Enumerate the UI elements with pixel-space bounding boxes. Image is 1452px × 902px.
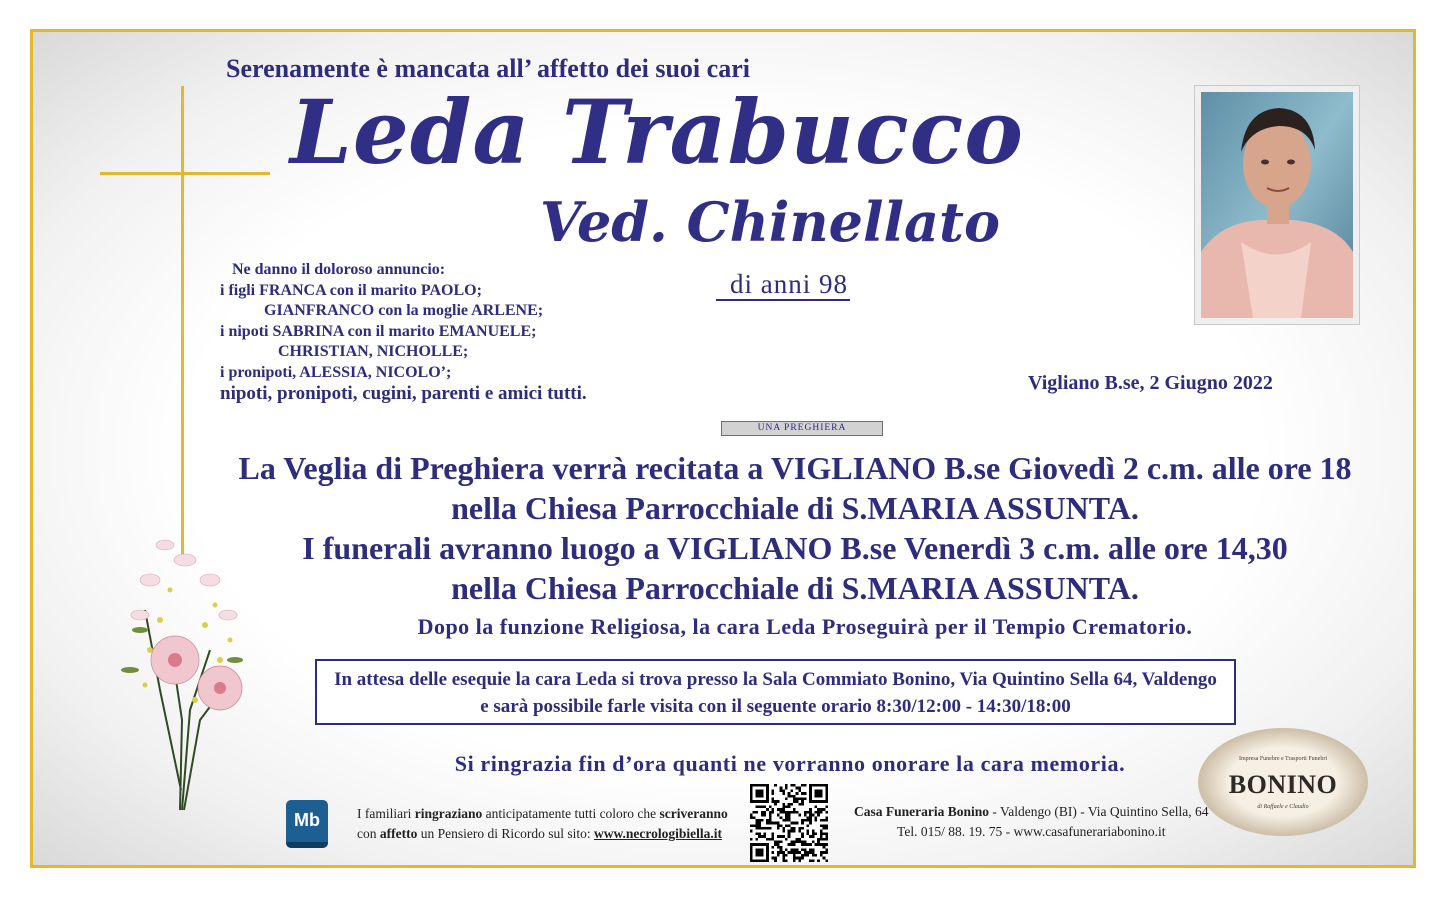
site-text: scriveranno: [659, 806, 728, 821]
service-line: nella Chiesa Parrocchiale di S.MARIA ASSUNTA.: [451, 490, 1139, 526]
cremation-note: Dopo la funzione Religiosa, la cara Leda Proseguirà per il Tempio Crematorio.: [417, 614, 1193, 639]
bonino-subtitle: Impresa Funebre e Trasporti Funebri: [1239, 756, 1327, 762]
site-message: [357, 804, 728, 844]
bonino-logo-text: BONINO: [1228, 770, 1338, 799]
portrait-photo: [1194, 85, 1360, 325]
site-text: I familiari: [357, 806, 415, 821]
visiting-notice: [315, 659, 1236, 725]
site-text: affetto: [379, 826, 418, 841]
qr-code-icon[interactable]: [750, 784, 828, 862]
funeral-home-name: Casa Funeraria Bonino: [854, 804, 990, 819]
site-text: anticipatamente tutti coloro che: [482, 806, 660, 821]
mourners-line: CHRISTIAN, NICHOLLE;: [278, 343, 469, 360]
funeral-home-address: - Valdengo (BI) - Via Quintino Sella, 64: [989, 804, 1209, 819]
mourners-line: i figli FRANCA con il marito PAOLO;: [220, 281, 482, 299]
widow-of: Ved. Chinellato: [540, 190, 1001, 254]
funeral-home-info: [854, 802, 1209, 842]
deceased-name: Leda Trabucco: [290, 80, 1024, 184]
notice-line: e sarà possibile farle visita con il seguente orario 8:30/12:00 - 14:30/18:00: [480, 696, 1071, 717]
cross-bar: [100, 172, 270, 175]
mourners-line: Ne danno il doloroso annuncio:: [232, 261, 446, 278]
mourners-line: i nipoti SABRINA con il marito EMANUELE;: [220, 322, 537, 340]
notice-line: In attesa delle esequie la cara Leda si trova presso la Sala Commiato Bonino, Via Quintino Sella 64, Valdengo: [334, 669, 1217, 690]
mourners-line: GIANFRANCO con la moglie ARLENE;: [264, 302, 544, 319]
thanks-line: Si ringrazia fin d’ora quanti ne vorranno onorare la cara memoria.: [454, 751, 1126, 776]
site-text: un Pensiero di Ricordo sul sito:: [417, 826, 594, 841]
site-text: ringraziano: [414, 806, 483, 821]
flowers-icon: [110, 520, 260, 820]
service-line: nella Chiesa Parrocchiale di S.MARIA ASSUNTA.: [451, 570, 1139, 606]
intro-line: Serenamente è mancata all’ affetto dei suoi cari: [226, 54, 750, 83]
mourners-line: i pronipoti, ALESSIA, NICOLO’;: [220, 363, 452, 381]
site-link[interactable]: www.necrologibiella.it: [593, 826, 722, 841]
site-text: con: [357, 826, 380, 841]
funeral-home-contacts: Tel. 015/ 88. 19. 75 - www.casafunerariabonino.it: [897, 824, 1166, 839]
mb-logo-icon: Mb: [286, 800, 328, 848]
portrait-image: [1201, 92, 1353, 318]
mourners-line: nipoti, pronipoti, cugini, parenti e amici tutti.: [220, 383, 587, 404]
place-date: Vigliano B.se, 2 Giugno 2022: [1028, 372, 1273, 394]
bonino-logo-icon: [1198, 728, 1368, 836]
cross-icon: [181, 86, 184, 556]
mourners-list: [220, 260, 587, 405]
age: di anni 98: [716, 270, 850, 301]
service-line: I funerali avranno luogo a VIGLIANO B.se Venerdì 3 c.m. alle ore 14,30: [302, 530, 1288, 566]
prayer-badge: UNA PREGHIERA: [721, 421, 883, 436]
service-details: [230, 448, 1360, 608]
service-line: La Veglia di Preghiera verrà recitata a VIGLIANO B.se Giovedì 2 c.m. alle ore 18: [238, 450, 1352, 486]
bonino-subtitle-2: di Raffaele e Claudio: [1257, 804, 1309, 810]
